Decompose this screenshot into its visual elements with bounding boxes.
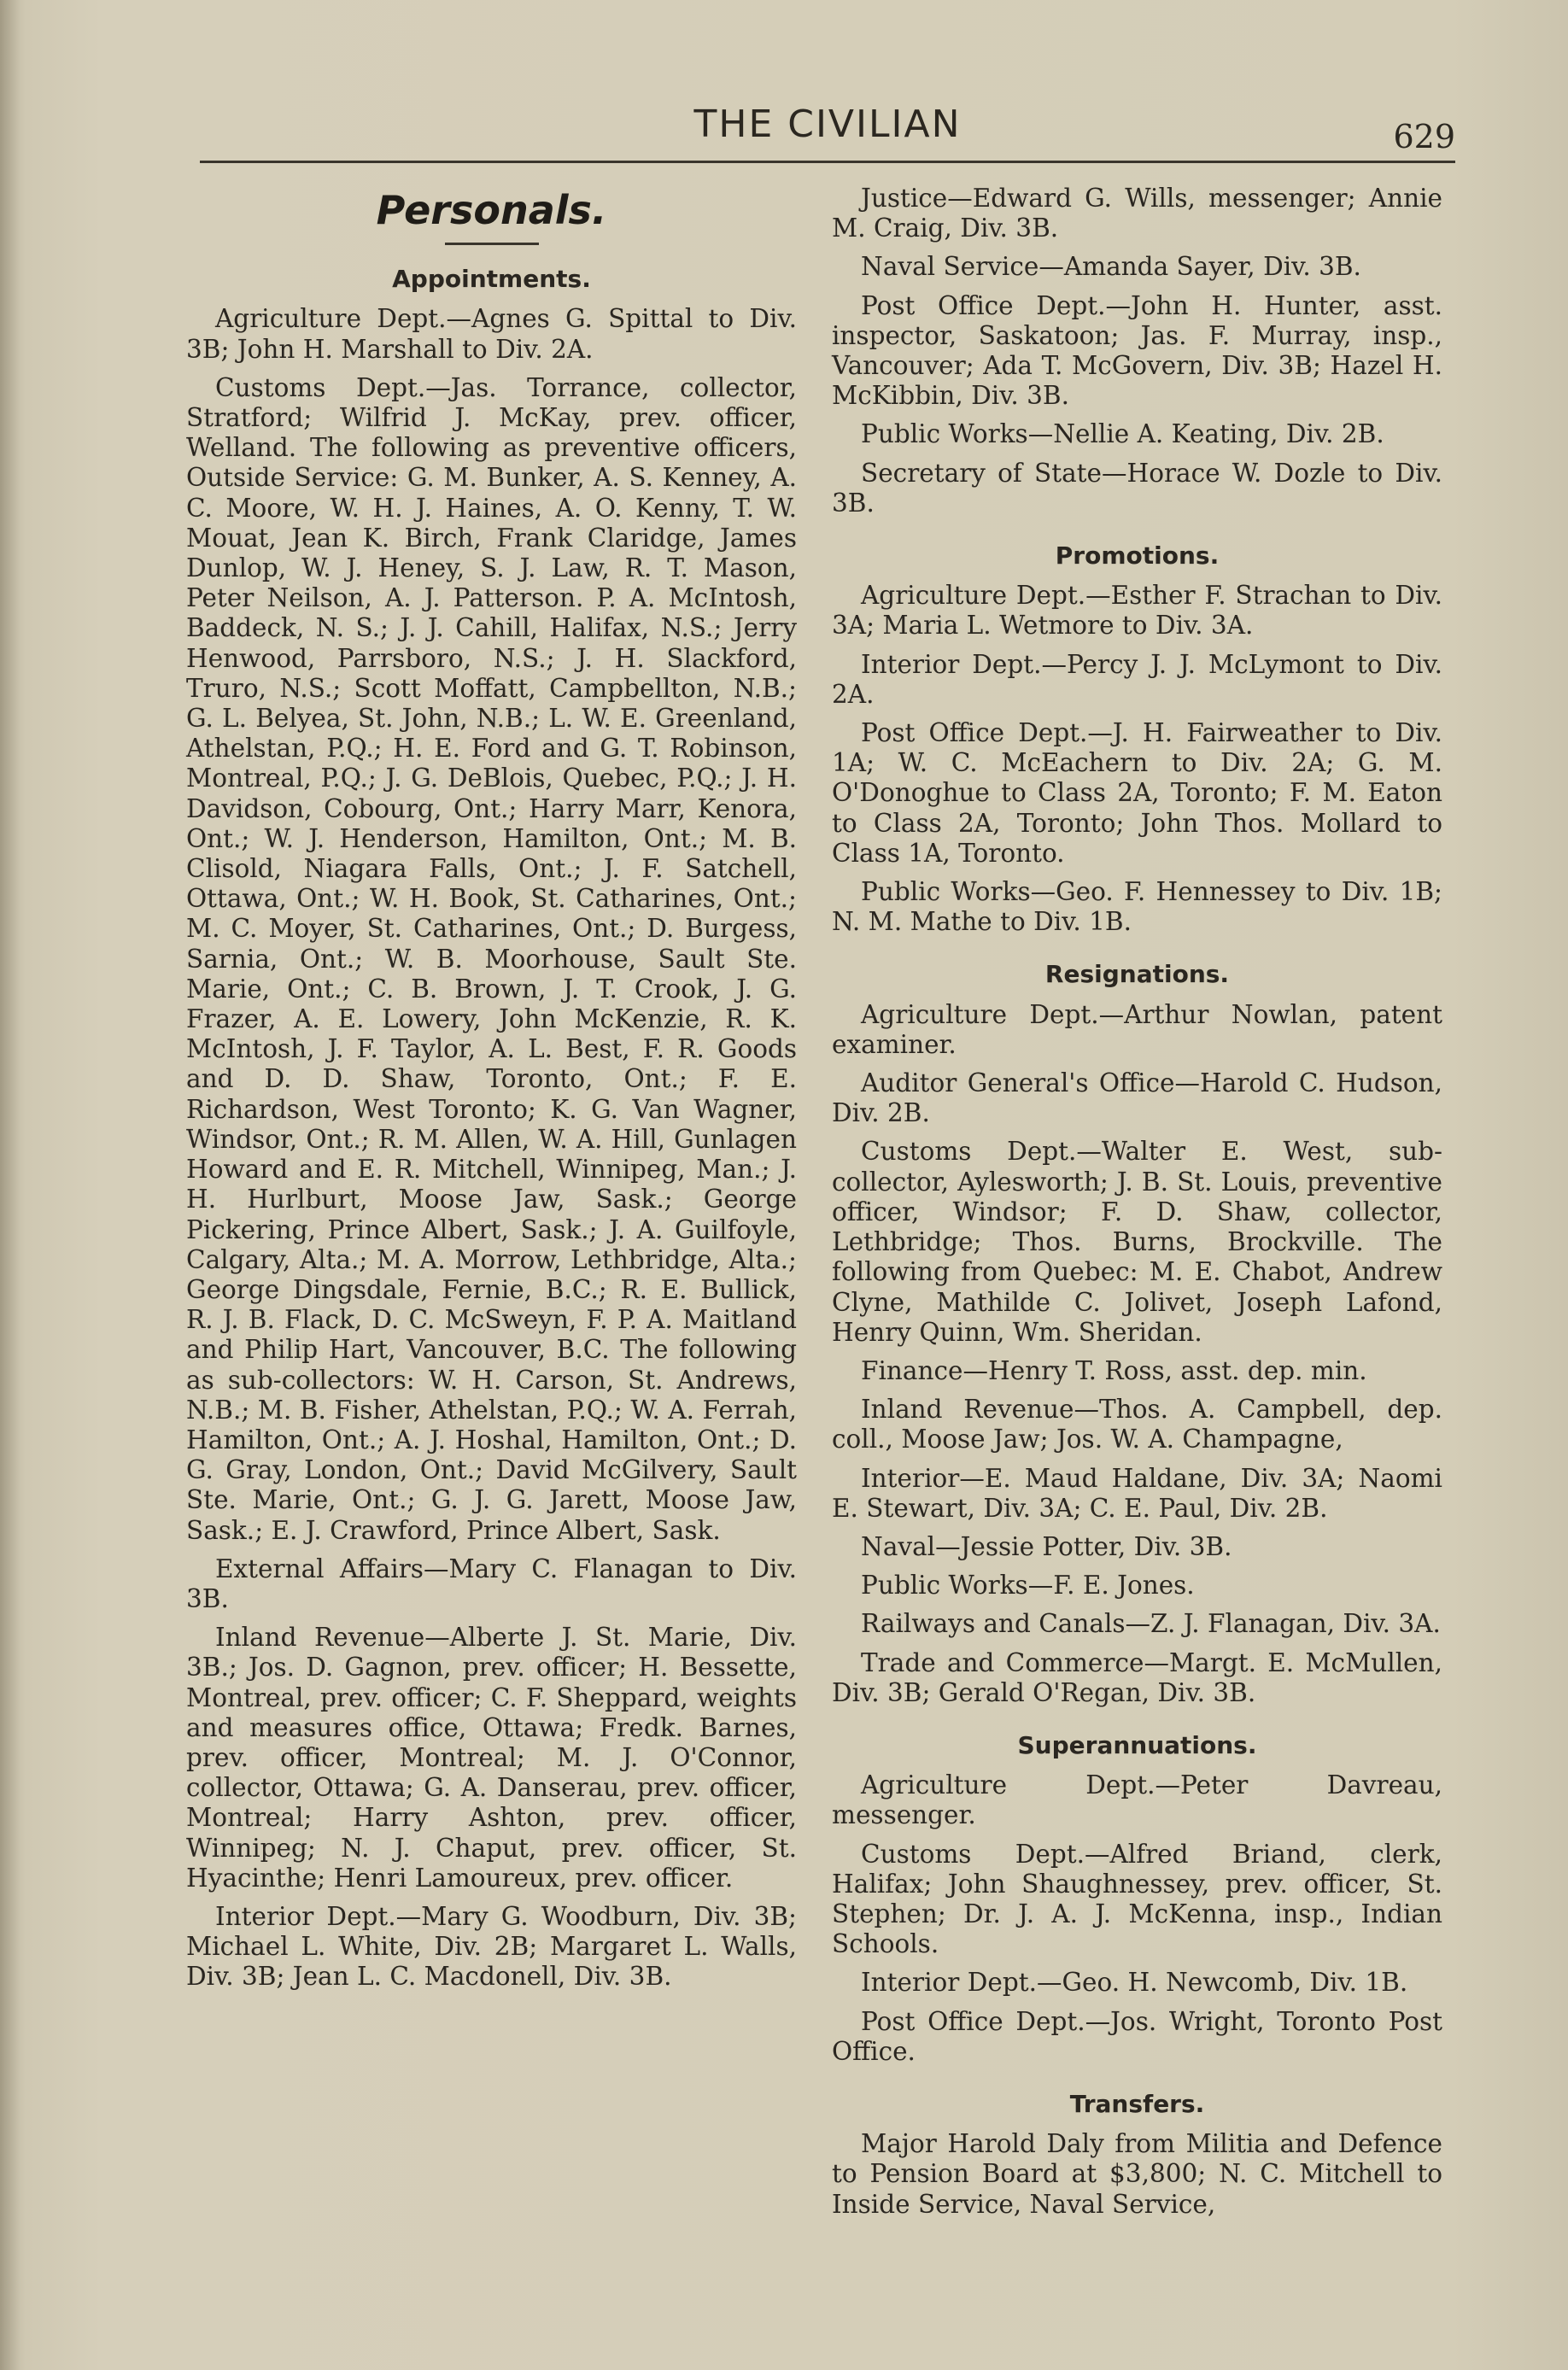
entry-paragraph: Major Harold Daly from Militia and Defence to Pension Board at $3,800; N. C. Mitchell to Inside Service, Naval Service, <box>832 2129 1442 2219</box>
entry-paragraph: Interior Dept.—Percy J. J. McLymont to Div. 2A. <box>832 649 1442 709</box>
entry-paragraph: Inland Revenue—Alberte J. St. Marie, Div. 3B.; Jos. D. Gagnon, prev. officer; H. Bessette, Montreal, prev. officer; C. F. Sheppard, weights and measures office, Ottawa; Fredk. Barnes, prev. officer, Montreal; M. J. O'Connor, collector, Ottawa; G. A. Danserau, prev. officer, Montreal; Harry Ashton, prev. officer, Winnipeg; N. J. Chaput, prev. officer, St. Hyacinthe; Henri Lamoureux, prev. officer. <box>186 1623 797 1893</box>
right-column <box>832 184 1442 2228</box>
entry-paragraph: Interior Dept.—Geo. H. Newcomb, Div. 1B. <box>861 1968 1408 1998</box>
left-column <box>186 184 797 2001</box>
entry-paragraph: Auditor General's Office—Harold C. Hudson, Div. 2B. <box>832 1068 1442 1128</box>
section-heading: Appointments. <box>392 265 591 294</box>
entry-paragraph: Post Office Dept.—J. H. Fairweather to Div. 1A; W. C. McEachern to Div. 2A; G. M. O'Donoghue to Class 2A, Toronto; F. M. Eaton to Class 2A, Toronto; John Thos. Mollard to Class 1A, Toronto. <box>832 718 1442 868</box>
entry-paragraph: Finance—Henry T. Ross, asst. dep. min. <box>861 1355 1367 1385</box>
entry-paragraph: Post Office Dept.—John H. Hunter, asst. inspector, Saskatoon; Jas. F. Murray, insp., Vancouver; Ada T. McGovern, Div. 3B; Hazel H. McKibbin, Div. 3B. <box>832 290 1442 411</box>
title-rule <box>445 243 539 245</box>
entry-paragraph: Public Works—Geo. F. Hennessey to Div. 1B; N. M. Mathe to Div. 1B. <box>832 877 1442 937</box>
entry-paragraph: Agriculture Dept.—Peter Davreau, messenger. <box>832 1770 1442 1830</box>
running-title: THE CIVILIAN <box>693 102 962 146</box>
entry-paragraph: Customs Dept.—Jas. Torrance, collector, Stratford; Wilfrid J. McKay, prev. officer, Welland. The following as preventive officers, Outside Service: G. M. Bunker, A. S. Kenney, A. C. Moore, W. H. J. Haines, A. O. Kenny, T. W. Mouat, Jean K. Birch, Frank Claridge, James Dunlop, W. J. Heney, S. J. Law, R. T. Mason, Peter Neilson, A. J. Patterson. P. A. McIntosh, Baddeck, N. S.; J. J. Cahill, Halifax, N.S.; Jerry Henwood, Parrsboro, N.S.; J. H. Slackford, Truro, N.S.; Scott Moffatt, Campbellton, N.B.; G. L. Belyea, St. John, N.B.; L. W. E. Greenland, Athelstan, P.Q.; H. E. Ford and G. T. Robinson, Montreal, P.Q.; J. G. DeBlois, Quebec, P.Q.; J. H. Davidson, Cobourg, Ont.; Harry Marr, Kenora, Ont.; W. J. Henderson, Hamilton, Ont.; M. B. Clisold, Niagara Falls, Ont.; J. F. Satchell, Ottawa, Ont.; W. H. Book, St. Catharines, Ont.; M. C. Moyer, St. Catharines, Ont.; D. Burgess, Sarnia, Ont.; W. B. Moorhouse, Sault Ste. Marie, Ont.; C. B. Brown, J. T. Crook, J. G. Frazer, A. E. Lowery, John McKenzie, R. K. McIntosh, J. F. Taylor, A. L. Best, F. R. Goods and D. D. Shaw, Toronto, Ont.; F. E. Richardson, West Toronto; K. G. Van Wagner, Windsor, Ont.; R. M. Allen, W. A. Hill, Gunlagen Howard and E. R. Mitchell, Winnipeg, Man.; J. H. Hurlburt, Moose Jaw, Sask.; George Pickering, Prince Albert, Sask.; J. A. Guilfoyle, Calgary, Alta.; M. A. Morrow, Lethbridge, Alta.; George Dingsdale, Fernie, B.C.; R. E. Bullick, R. J. B. Flack, D. C. McSweyn, F. P. A. Maitland and Philip Hart, Vancouver, B.C. The following as sub-collectors: W. H. Carson, St. Andrews, N.B.; M. B. Fisher, Athelstan, P.Q.; W. A. Ferrah, Hamilton, Ont.; A. J. Hoshal, Hamilton, Ont.; D. G. Gray, London, Ont.; David McGilvery, Sault Ste. Marie, Ont.; G. J. G. Jarett, Moose Jaw, Sask.; E. J. Crawford, Prince Albert, Sask. <box>186 372 797 1545</box>
section-heading: Transfers. <box>1069 2089 1205 2118</box>
section-title: Personals. <box>376 187 607 233</box>
entry-paragraph: Customs Dept.—Walter E. West, sub-collector, Aylesworth; J. B. St. Louis, preventive officer, Windsor; F. D. Shaw, collector, Lethbridge; Thos. Burns, Brockville. The following from Quebec: M. E. Chabot, Andrew Clyne, Mathilde C. Jolivet, Joseph Lafond, Henry Quinn, Wm. Sheridan. <box>832 1137 1442 1347</box>
section-heading: Superannuations. <box>1017 1730 1257 1759</box>
entry-paragraph: Public Works—F. E. Jones. <box>861 1571 1195 1600</box>
entry-paragraph: Interior—E. Maud Haldane, Div. 3A; Naomi E. Stewart, Div. 3A; C. E. Paul, Div. 2B. <box>832 1463 1442 1523</box>
page-spine-shadow <box>0 0 19 2370</box>
entry-paragraph: Agriculture Dept.—Arthur Nowlan, patent examiner. <box>832 999 1442 1059</box>
entry-paragraph: Customs Dept.—Alfred Briand, clerk, Halifax; John Shaughnessey, prev. officer, St. Stephen; Dr. J. A. J. McKenna, insp., Indian Schools. <box>832 1839 1442 1959</box>
entry-paragraph: Public Works—Nellie A. Keating, Div. 2B. <box>861 419 1384 449</box>
entry-paragraph: Railways and Canals—Z. J. Flanagan, Div. 3A. <box>861 1609 1441 1639</box>
entry-paragraph: Naval Service—Amanda Sayer, Div. 3B. <box>861 252 1361 282</box>
entry-paragraph: Justice—Edward G. Wills, messenger; Annie M. Craig, Div. 3B. <box>832 184 1442 243</box>
entry-paragraph: Post Office Dept.—Jos. Wright, Toronto Post Office. <box>832 2006 1442 2066</box>
entry-paragraph: Agriculture Dept.—Esther F. Strachan to Div. 3A; Maria L. Wetmore to Div. 3A. <box>832 581 1442 641</box>
left-column-body <box>186 264 797 1992</box>
entry-paragraph: Interior Dept.—Mary G. Woodburn, Div. 3B; Michael L. White, Div. 2B; Margaret L. Walls, Div. 3B; Jean L. C. Macdonell, Div. 3B. <box>186 1901 797 1992</box>
section-heading: Resignations. <box>1044 960 1230 989</box>
entry-paragraph: External Affairs—Mary C. Flanagan to Div. 3B. <box>186 1554 797 1613</box>
section-heading: Promotions. <box>1055 541 1220 571</box>
page-number: 629 <box>1393 118 1455 155</box>
entry-paragraph: Naval—Jessie Potter, Div. 3B. <box>861 1531 1232 1561</box>
entry-paragraph: Trade and Commerce—Margt. E. McMullen, Div. 3B; Gerald O'Regan, Div. 3B. <box>832 1647 1442 1707</box>
entry-paragraph: Inland Revenue—Thos. A. Campbell, dep. coll., Moose Jaw; Jos. W. A. Champagne, <box>832 1395 1442 1454</box>
header-rule <box>200 161 1455 163</box>
right-column-body <box>832 184 1442 2220</box>
entry-paragraph: Agriculture Dept.—Agnes G. Spittal to Div. 3B; John H. Marshall to Div. 2A. <box>186 304 797 364</box>
page-header <box>200 102 1455 155</box>
entry-paragraph: Secretary of State—Horace W. Dozle to Div. 3B. <box>832 458 1442 518</box>
